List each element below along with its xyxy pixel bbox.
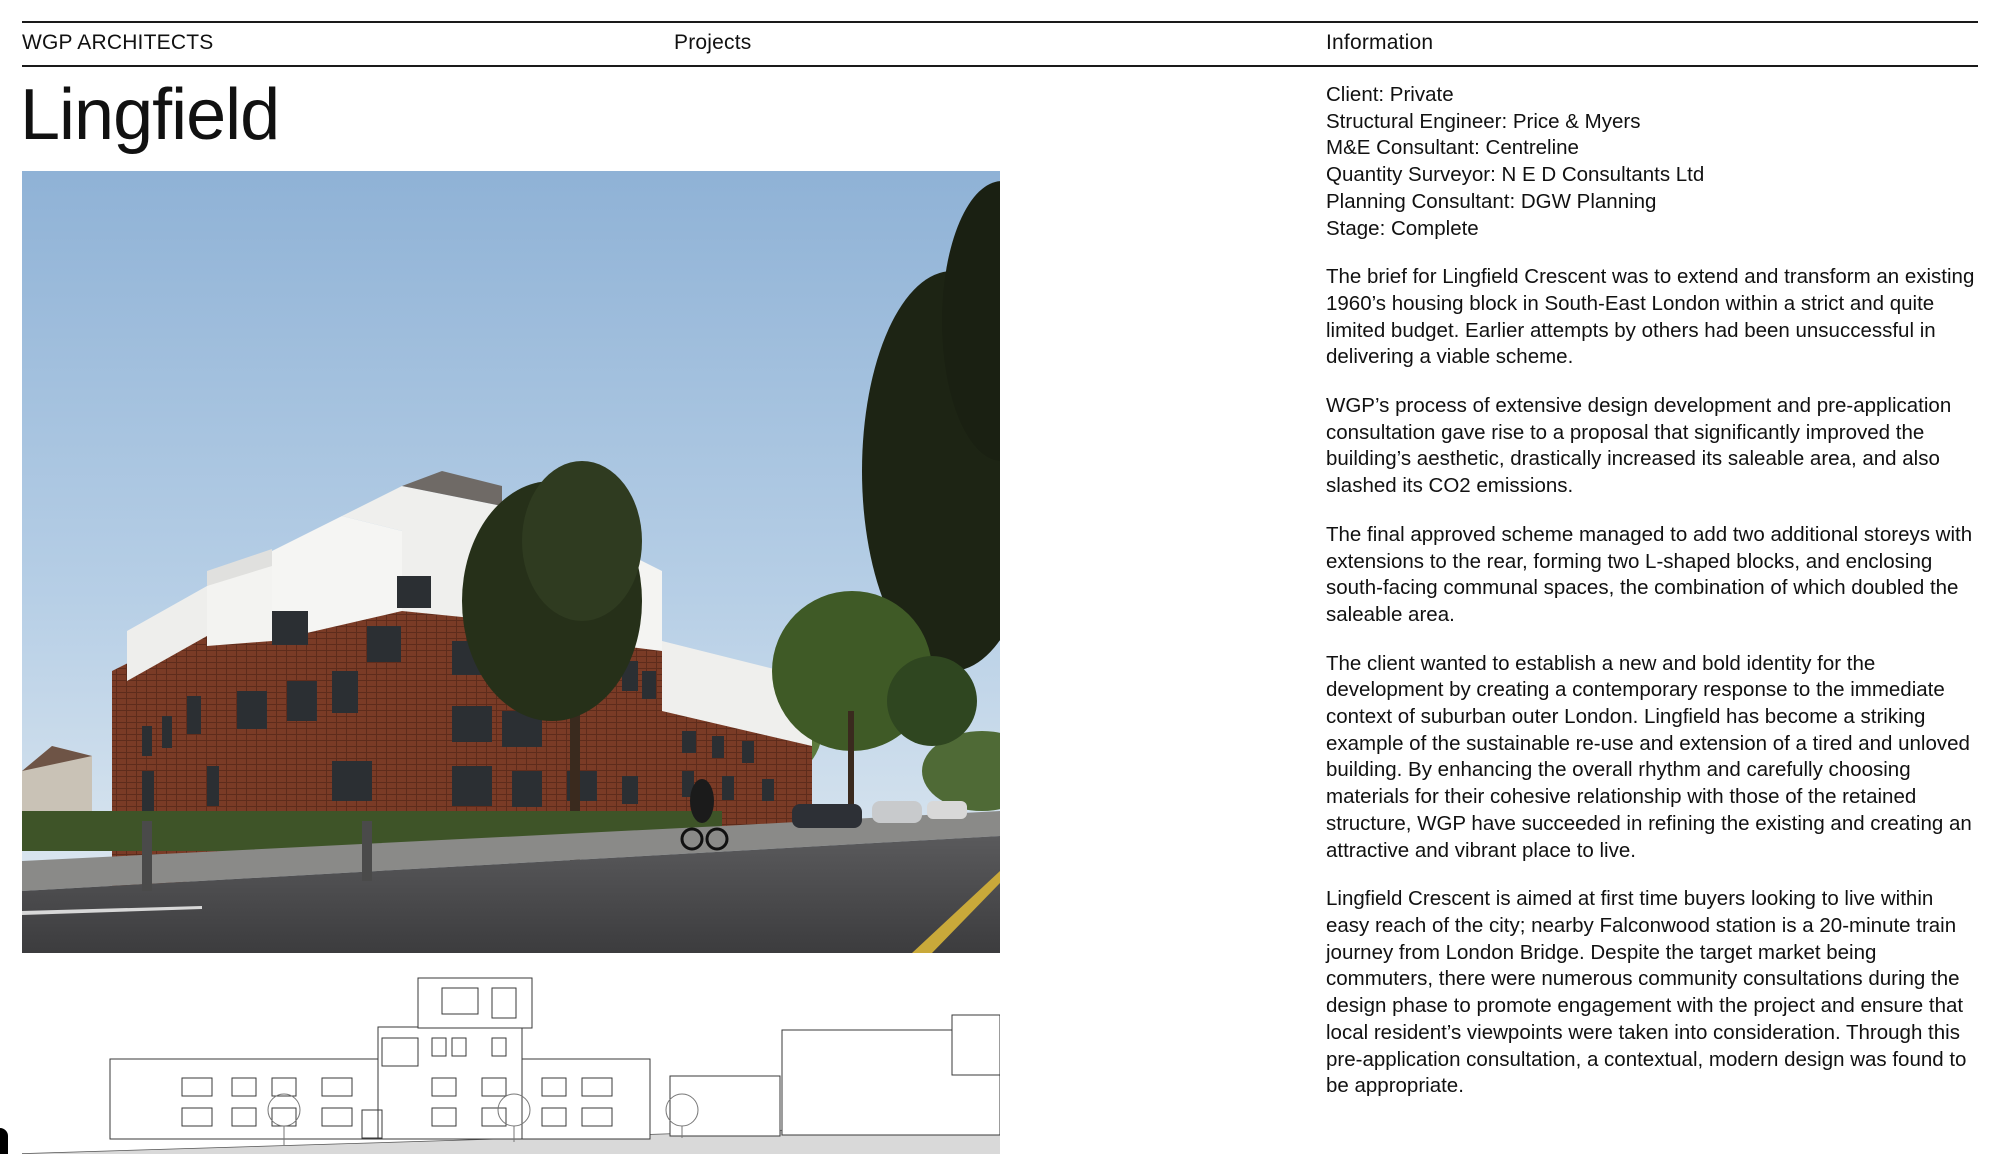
window-edge xyxy=(0,1128,8,1154)
credit-stage: Stage: Complete xyxy=(1326,216,1479,240)
page-title: Lingfield xyxy=(20,75,280,155)
nav-projects-link[interactable]: Projects xyxy=(674,31,752,54)
description-paragraph: Lingfield Crescent is aimed at first time buyers looking to live within easy reach of the city; nearby Falconwood station is a 20-minute train journey from London Bridge. Despite the target market being commuters, there were numerous community consultations during the design phase to promote engagement with the project and ensure that local resident’s viewpoints were taken into consideration. Through this pre-application consultation, a contextual, modern design was found to be appropriate. xyxy=(1326,887,1967,1098)
header-bottom-rule xyxy=(22,65,1978,67)
nav-information-link[interactable]: Information xyxy=(1326,31,1434,54)
credit-me-consultant: M&E Consultant: Centreline xyxy=(1326,136,1579,160)
description-paragraph: WGP’s process of extensive design development and pre-application consultation gave rise to a proposal that significantly improved the building’s aesthetic, drastically increased its saleable area, and also slashed its CO2 emissions. xyxy=(1326,394,1952,498)
description-paragraph: The brief for Lingfield Crescent was to extend and transform an existing 1960’s housing block in South-East London within a strict and quite limited budget. Earlier attempts by others had been unsuccessful in delivering a viable scheme. xyxy=(1326,265,1975,369)
description-paragraph: The final approved scheme managed to add two additional storeys with extensions to the rear, forming two L-shaped blocks, and enclosing south-facing communal spaces, the combination of which doubled the saleable area. xyxy=(1326,522,1973,626)
credit-quantity-surveyor: Quantity Surveyor: N E D Consultants Ltd xyxy=(1326,163,1705,187)
credit-planning-consultant: Planning Consultant: DGW Planning xyxy=(1326,189,1657,213)
credit-client: Client: Private xyxy=(1326,83,1454,106)
brand-link[interactable]: WGP ARCHITECTS xyxy=(22,31,214,54)
credit-structural-engineer: Structural Engineer: Price & Myers xyxy=(1326,109,1641,133)
project-photo xyxy=(22,171,1000,953)
header-top-rule xyxy=(22,21,1978,23)
description-paragraph: The client wanted to establish a new and bold identity for the development by creating a contemporary response to the immediate context of suburban outer London. Lingfield has become a striking example of the sustainable re-use and extension of a tired and unloved building. By enhancing the overall rhythm and carefully choosing materials for their cohesive relationship with those of the retained structure, WGP have succeeded in refining the existing and creating an attractive and vibrant place to live. xyxy=(1326,651,1972,862)
project-information xyxy=(1326,82,1981,1100)
credits-list xyxy=(1326,82,1981,242)
elevation-drawing xyxy=(22,970,1000,1154)
